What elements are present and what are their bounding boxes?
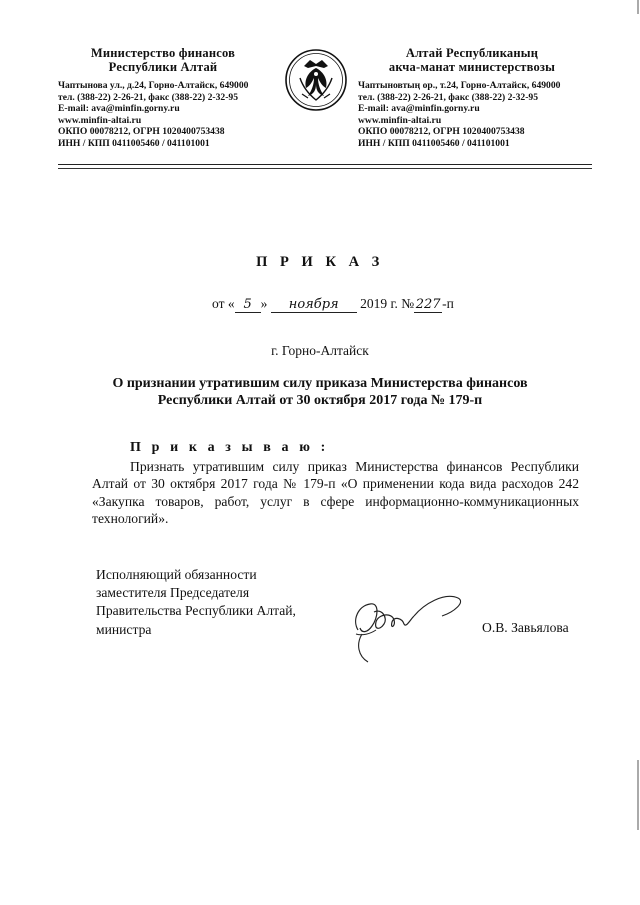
date-year: 2019 г. № [360,296,415,311]
email-ru: E-mail: ava@minfin.gorny.ru [58,103,180,115]
signer-position [96,566,296,639]
address-alt: Чаптыновтың ор., т.24, Горно-Алтайск, 649000 [358,80,561,91]
date-month: ноября [271,298,357,313]
inn-ru: ИНН / КПП 0411005460 / 041101001 [58,137,210,149]
date-prefix: от « [212,296,235,311]
date-mid: » [260,296,268,311]
contacts-ru [58,80,278,150]
org-name-ru-line1: Министерство финансов [90,46,236,60]
org-name-alt [358,46,586,74]
contacts-alt [358,80,598,150]
org-name-alt-line1: Алтай Республиканың [405,46,539,60]
signer-line-1: Исполняющий обязанности [96,567,257,582]
letterhead-divider-thin [58,168,592,169]
coat-of-arms-icon [284,48,348,112]
email-alt: E-mail: ava@minfin.gorny.ru [358,103,480,115]
handwritten-signature [348,590,478,670]
order-word: П р и к а з ы в а ю : [130,440,329,455]
letterhead-left [58,46,278,150]
date-day: 5 [235,298,261,313]
okpo-ru: ОКПО 00078212, ОГРН 1020400753438 [58,126,225,138]
site-ru: www.minfin-altai.ru [58,114,142,126]
letterhead-divider-thick [58,164,592,165]
signer-line-2: заместителя Председателя [96,585,250,601]
scan-edge-mark [634,0,640,905]
org-name-ru [58,46,268,74]
order-number: 227 [415,297,441,312]
subject-line-2: Республики Алтай от 30 октября 2017 года № 179-п [157,393,483,408]
address-ru: Чаптынова ул., д.24, Горно-Алтайск, 649000 [58,80,249,91]
order-body: Признать утратившим силу приказ Министерства финансов Республики Алтай от 30 октября 2017 года № 179-п «О применении кода вида расходов 242 «Закупка товаров, работ, услуг в сфере информационно-коммуникационных технологий». [92,459,579,527]
date-line [212,296,454,313]
org-name-ru-line2: Республики Алтай [108,60,218,74]
city: г. Горно-Алтайск [271,343,369,358]
inn-alt: ИНН / КПП 0411005460 / 041101001 [358,137,510,149]
document-subject [92,375,548,409]
signer-line-3: Правительства Республики Алтай, [96,603,296,619]
org-name-alt-line2: акча-манат министерствозы [388,60,556,74]
okpo-alt: ОКПО 00078212, ОГРН 1020400753438 [358,126,525,138]
number-suffix: -п [442,296,454,311]
phone-alt: тел. (388-22) 2-26-21, факс (388-22) 2-32-95 [358,91,539,103]
site-alt: www.minfin-altai.ru [358,114,442,126]
signer-line-4: министра [96,621,152,637]
document-title: П Р И К А З [256,254,384,270]
subject-line-1: О признании утратившим силу приказа Министерства финансов [112,376,528,391]
letterhead-right [358,46,598,150]
signer-name: О.В. Завьялова [482,620,569,635]
phone-ru: тел. (388-22) 2-26-21, факс (388-22) 2-32-95 [58,91,239,103]
